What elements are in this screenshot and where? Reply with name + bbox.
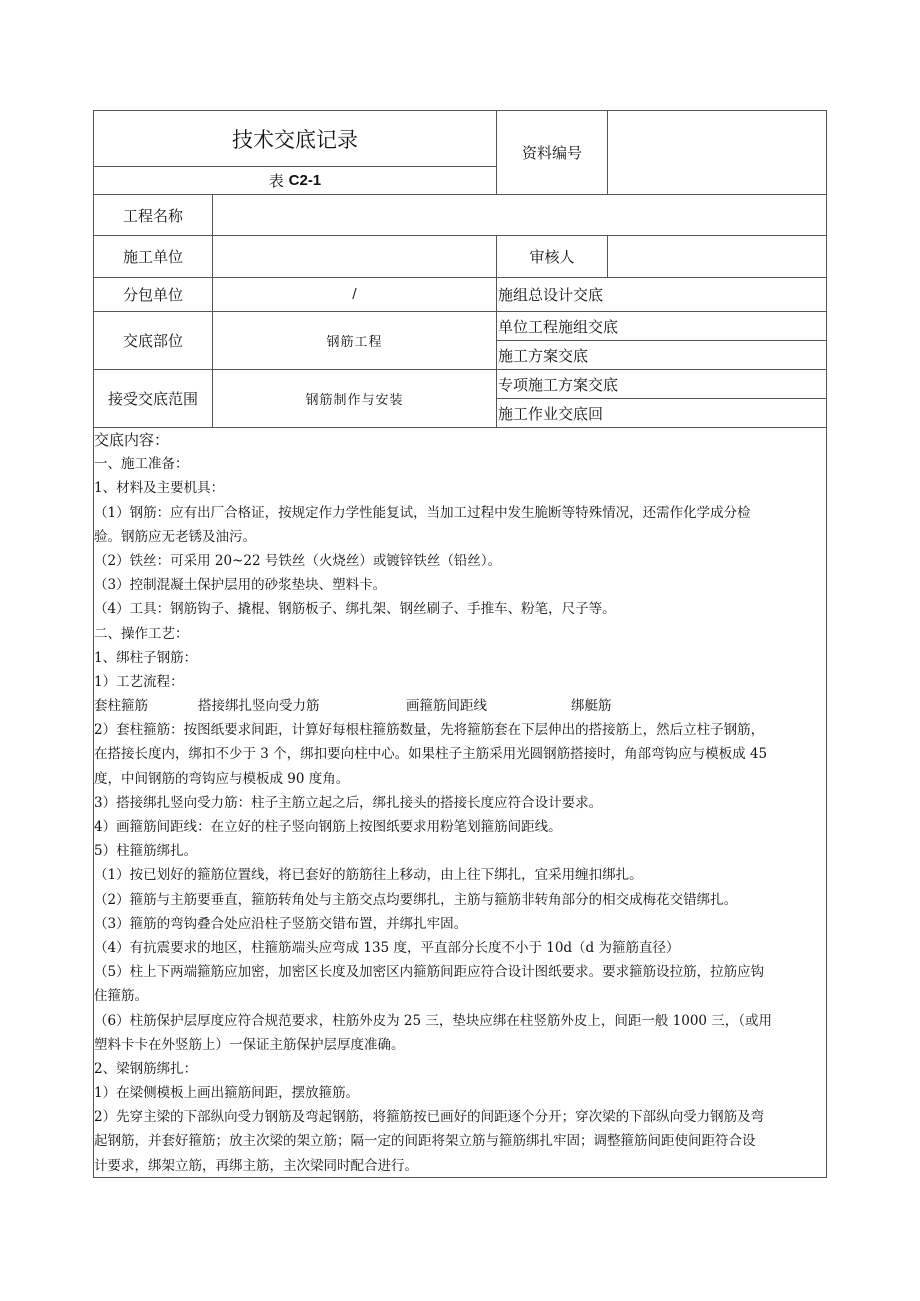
content-line: 二、操作工艺：: [94, 625, 189, 642]
content-heading: 交底内容：: [94, 431, 170, 449]
content-line: 一、施工准备：: [94, 456, 189, 473]
form-code-value: C2-1: [288, 172, 322, 189]
content-line: 塑料卡卡在外竖筋上）一保证主筋保护层厚度准确。: [94, 1036, 405, 1053]
content-line: 4）画箍筋间距线：在立好的柱子竖向钢筋上按图纸要求用粉笔划箍筋间距线。: [94, 819, 562, 835]
process-flow: [94, 694, 826, 718]
content-line: 起钢筋，并套好箍筋；放主次梁的架立筋；隔一定的间距将架立筋与箍筋绑扎牢固；调整箍筋间距使间距符合设: [94, 1133, 756, 1150]
flow-step: 套柱箍筋: [94, 698, 148, 715]
content-line: （4）工具：钢筋钩子、撬棍、钢筋板子、绑扎架、钢丝刷子、手推车、粉笔，尺子等。: [94, 601, 616, 618]
form-code: [94, 167, 496, 194]
project-name-field[interactable]: [213, 195, 826, 235]
disclosure-part-field[interactable]: 钢筋工程: [326, 335, 383, 350]
disclosure-type-work-operation[interactable]: 施工作业交底回: [498, 404, 604, 423]
scope-label: 接受交底范围: [107, 390, 198, 408]
content-line: 2）先穿主梁的下部纵向受力钢筋及弯起钢筋，将箍筋按已画好的间距逐个分开；穿次梁的下部纵向受力钢筋及弯: [94, 1109, 765, 1126]
content-line: 2）套柱箍筋：按图纸要求间距，计算好每根柱箍筋数量，先将箍筋套在下层伸出的搭接筋上，然后立柱子钢筋，: [94, 722, 765, 739]
content-line: 住箍筋。: [94, 988, 148, 1005]
flow-step: 画箍筋间距线: [406, 698, 487, 715]
content-line: 计要求，绑架立筋，再绑主筋，主次梁同时配合进行。: [94, 1157, 418, 1174]
content-line: 在搭接长度内，绑扣不少于 3 个，绑扣要向柱中心。如果柱子主筋采用光圆钢筋搭接时，角部弯钩应与模板成 45: [94, 746, 768, 763]
content-line: （3）控制混凝土保护层用的砂浆垫块、塑料卡。: [94, 577, 387, 594]
content-line: （5）柱上下两端箍筋应加密，加密区长度及加密区内箍筋间距应符合设计图纸要求。要求箍筋设拉筋，拉筋应钩: [94, 964, 765, 981]
form-code-prefix: 表: [268, 172, 284, 190]
document-title: 技术交底记录: [232, 127, 358, 152]
content-line: 5）柱箍筋绑扎。: [94, 843, 198, 860]
flow-step: 搭接绑扎竖向受力筋: [198, 698, 320, 715]
content-line: 1）工艺流程：: [94, 673, 184, 690]
content-line: （4）有抗震要求的地区，柱箍筋端头应弯成 135 度，平直部分长度不小于 10d（d 为箍筋直径）: [94, 939, 680, 956]
content-line: （3）箍筋的弯钩叠合处应沿柱子竖筋交错布置，并绑扎牢固。: [94, 915, 468, 932]
reviewer-label: 审核人: [529, 248, 575, 266]
disclosure-part-label: 交底部位: [122, 332, 183, 350]
table-border-right: [826, 110, 827, 1178]
content-line: （2）箍筋与主筋要垂直，箍筋转角处与主筋交点均要绑扎，主筋与箍筋非转角部分的相交成梅花交错绑扎。: [94, 891, 738, 908]
flow-step: 绑艇筋: [571, 698, 612, 715]
content-line: （1）钢筋：应有出厂合格证，按规定作力学性能复试，当加工过程中发生脆断等特殊情况，还需作化学成分检: [94, 504, 751, 521]
disclosure-type-unit-project[interactable]: 单位工程施组交底: [498, 317, 619, 336]
doc-no-label: 资料编号: [521, 144, 582, 162]
construction-unit-label: 施工单位: [122, 248, 183, 266]
disclosure-type-special-plan[interactable]: 专项施工方案交底: [498, 375, 619, 394]
content-line: （6）柱筋保护层厚度应符合规范要求，柱筋外皮为 25 三，垫块应绑在柱竖筋外皮上，间距一般 1000 三，（或用: [94, 1012, 773, 1029]
content-line: 2、梁钢筋绑扎：: [94, 1060, 198, 1077]
doc-no-field[interactable]: [608, 111, 826, 194]
content-line: 1、绑柱子钢筋：: [94, 649, 198, 666]
construction-unit-field[interactable]: [213, 236, 496, 277]
disclosure-content: [94, 428, 826, 1178]
subcontractor-label: 分包单位: [122, 286, 183, 304]
content-line: 验。钢筋应无老锈及油污。: [94, 528, 256, 545]
content-line: 1、材料及主要机具：: [94, 480, 225, 497]
content-line: （1）按已划好的箍筋位置线，将已套好的筋筋往上移动，由上往下绑扎，宜采用缠扣绑扎。: [94, 867, 643, 884]
content-line: 1）在梁侧模板上画出箍筋间距，摆放箍筋。: [94, 1085, 360, 1102]
disclosure-type-construction-plan[interactable]: 施工方案交底: [498, 346, 589, 365]
subcontractor-field[interactable]: /: [352, 287, 357, 302]
content-line: 度，中间钢筋的弯钩应与模板成 90 度角。: [94, 770, 350, 787]
content-line: （2）铁丝：可采用 20~22 号铁丝（火烧丝）或镀锌铁丝（铅丝）。: [94, 552, 502, 569]
scope-field[interactable]: 钢筋制作与安装: [305, 393, 404, 408]
reviewer-field[interactable]: [608, 236, 826, 277]
disclosure-type-general-design[interactable]: 施组总设计交底: [498, 286, 604, 304]
content-line: 3）搭接绑扎竖向受力筋：柱子主筋立起之后，绑扎接头的搭接长度应符合设计要求。: [94, 794, 603, 811]
project-name-label: 工程名称: [122, 206, 183, 225]
